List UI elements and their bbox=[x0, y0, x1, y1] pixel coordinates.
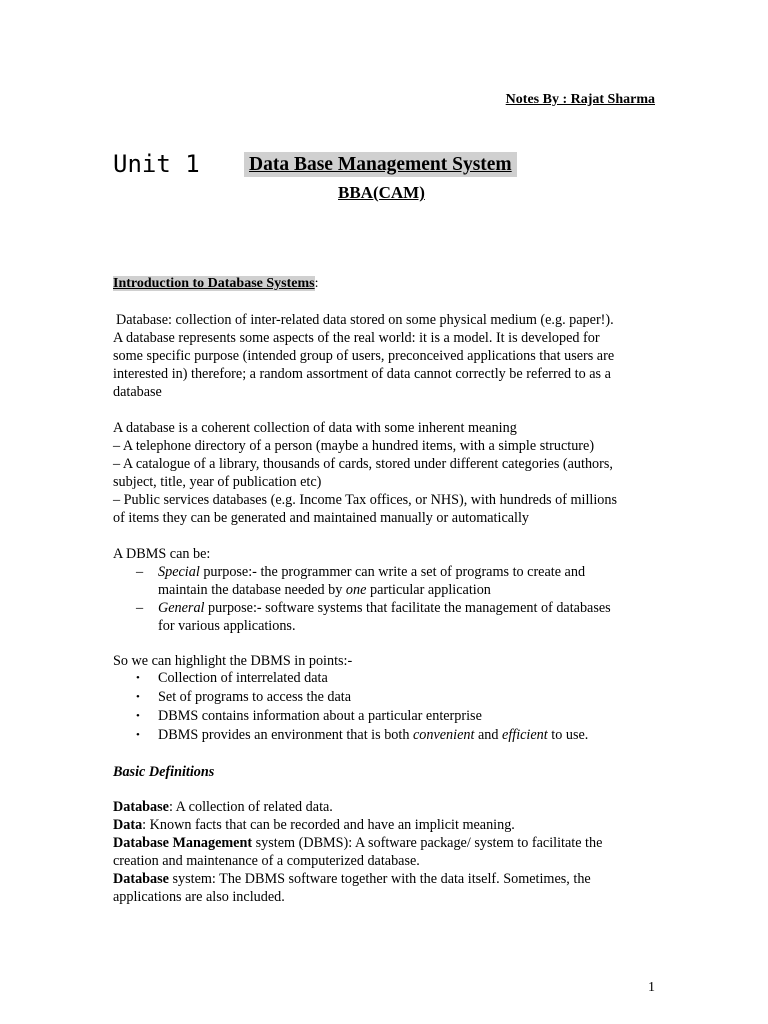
term: Data bbox=[113, 817, 143, 833]
definition-text: : A collection of related data. bbox=[168, 799, 333, 815]
document-title: Data Base Management System bbox=[244, 152, 517, 177]
general-text: purpose:- software systems that facilitate the management of databases bbox=[204, 600, 611, 616]
definition-dbsys bbox=[113, 870, 655, 888]
bullet-marker: • bbox=[136, 710, 140, 722]
bullet-marker: • bbox=[136, 691, 140, 703]
list-item-text: DBMS provides an environment that is both bbox=[158, 727, 413, 743]
highlights-intro: So we can highlight the DBMS in points:- bbox=[113, 653, 353, 669]
definition-dbms bbox=[113, 834, 655, 852]
paragraph-line: of items they can be generated and maintained manually or automatically bbox=[113, 510, 530, 526]
one-term: one bbox=[345, 582, 367, 598]
paragraph-line: database bbox=[113, 384, 162, 400]
paragraph-line: A database is a coherent collection of data with some inherent meaning bbox=[113, 420, 517, 436]
bullet-marker: • bbox=[136, 672, 140, 684]
general-purpose-item bbox=[158, 599, 611, 617]
highlights-list bbox=[0, 669, 768, 745]
page-number: 1 bbox=[648, 980, 655, 995]
document-subtitle: BBA(CAM) bbox=[338, 183, 425, 202]
special-text: purpose:- the programmer can write a set of programs to create and bbox=[199, 564, 586, 580]
intro-heading-colon: : bbox=[314, 276, 319, 291]
definitions-heading: Basic Definitions bbox=[113, 764, 215, 780]
definition-database bbox=[113, 798, 655, 816]
term: Database bbox=[113, 871, 169, 887]
definitions-block bbox=[113, 798, 655, 906]
bullet-marker: • bbox=[136, 729, 140, 741]
special-term: Special bbox=[158, 564, 200, 580]
intro-heading-text: Introduction to Database Systems bbox=[113, 276, 315, 291]
definition-text: system (DBMS): A software package/ system to facilitate the bbox=[252, 835, 603, 851]
term: Database Management bbox=[113, 835, 253, 851]
dash-marker: – bbox=[136, 564, 144, 580]
paragraph-line: subject, title, year of publication etc) bbox=[113, 474, 322, 490]
special-text-cont: maintain the database needed by bbox=[158, 582, 346, 598]
author-note: Notes By : Rajat Sharma bbox=[505, 92, 655, 107]
special-text-end: particular application bbox=[366, 582, 491, 598]
paragraph-line: interested in) therefore; a random assortment of data cannot correctly be referred to as a bbox=[113, 366, 611, 382]
definition-text: system: The DBMS software together with the data itself. Sometimes, the bbox=[168, 871, 591, 887]
intro-paragraph bbox=[113, 311, 655, 401]
intro-heading bbox=[113, 276, 318, 292]
list-item-text: to use. bbox=[547, 727, 589, 743]
paragraph-line: some specific purpose (intended group of users, preconceived applications that users are bbox=[113, 348, 615, 364]
definition-dbms-cont: creation and maintenance of a computerized database. bbox=[113, 853, 420, 869]
list-item bbox=[158, 726, 588, 744]
paragraph-line: A database represents some aspects of the real world: it is a model. It is developed for bbox=[113, 330, 600, 346]
definition-data bbox=[113, 816, 655, 834]
paragraph-line: Database: collection of inter-related data stored on some physical medium (e.g. paper!). bbox=[116, 312, 614, 328]
definition-dbsys-cont: applications are also included. bbox=[113, 889, 285, 905]
dbms-can-be-intro: A DBMS can be: bbox=[113, 546, 211, 562]
convenient-term: convenient bbox=[412, 727, 475, 743]
special-purpose-cont bbox=[158, 581, 491, 599]
special-purpose-item bbox=[158, 563, 585, 581]
unit-label: Unit 1 bbox=[113, 150, 200, 178]
term: Database bbox=[113, 799, 169, 815]
paragraph-line: – A telephone directory of a person (maybe a hundred items, with a simple structure) bbox=[113, 438, 595, 454]
dbms-types-list bbox=[0, 563, 768, 635]
list-item-text: and bbox=[474, 727, 503, 743]
coherent-paragraph bbox=[113, 419, 655, 527]
general-purpose-cont: for various applications. bbox=[158, 618, 296, 634]
dash-marker: – bbox=[136, 600, 144, 616]
definition-text: : Known facts that can be recorded and have an implicit meaning. bbox=[142, 817, 515, 833]
list-item: Set of programs to access the data bbox=[158, 689, 352, 705]
list-item: DBMS contains information about a particular enterprise bbox=[158, 708, 482, 724]
efficient-term: efficient bbox=[502, 727, 548, 743]
paragraph-line: – A catalogue of a library, thousands of cards, stored under different categories (authors, bbox=[113, 456, 613, 472]
paragraph-line: – Public services databases (e.g. Income Tax offices, or NHS), with hundreds of millions bbox=[113, 492, 618, 508]
list-item: Collection of interrelated data bbox=[158, 670, 328, 686]
general-term: General bbox=[158, 600, 205, 616]
